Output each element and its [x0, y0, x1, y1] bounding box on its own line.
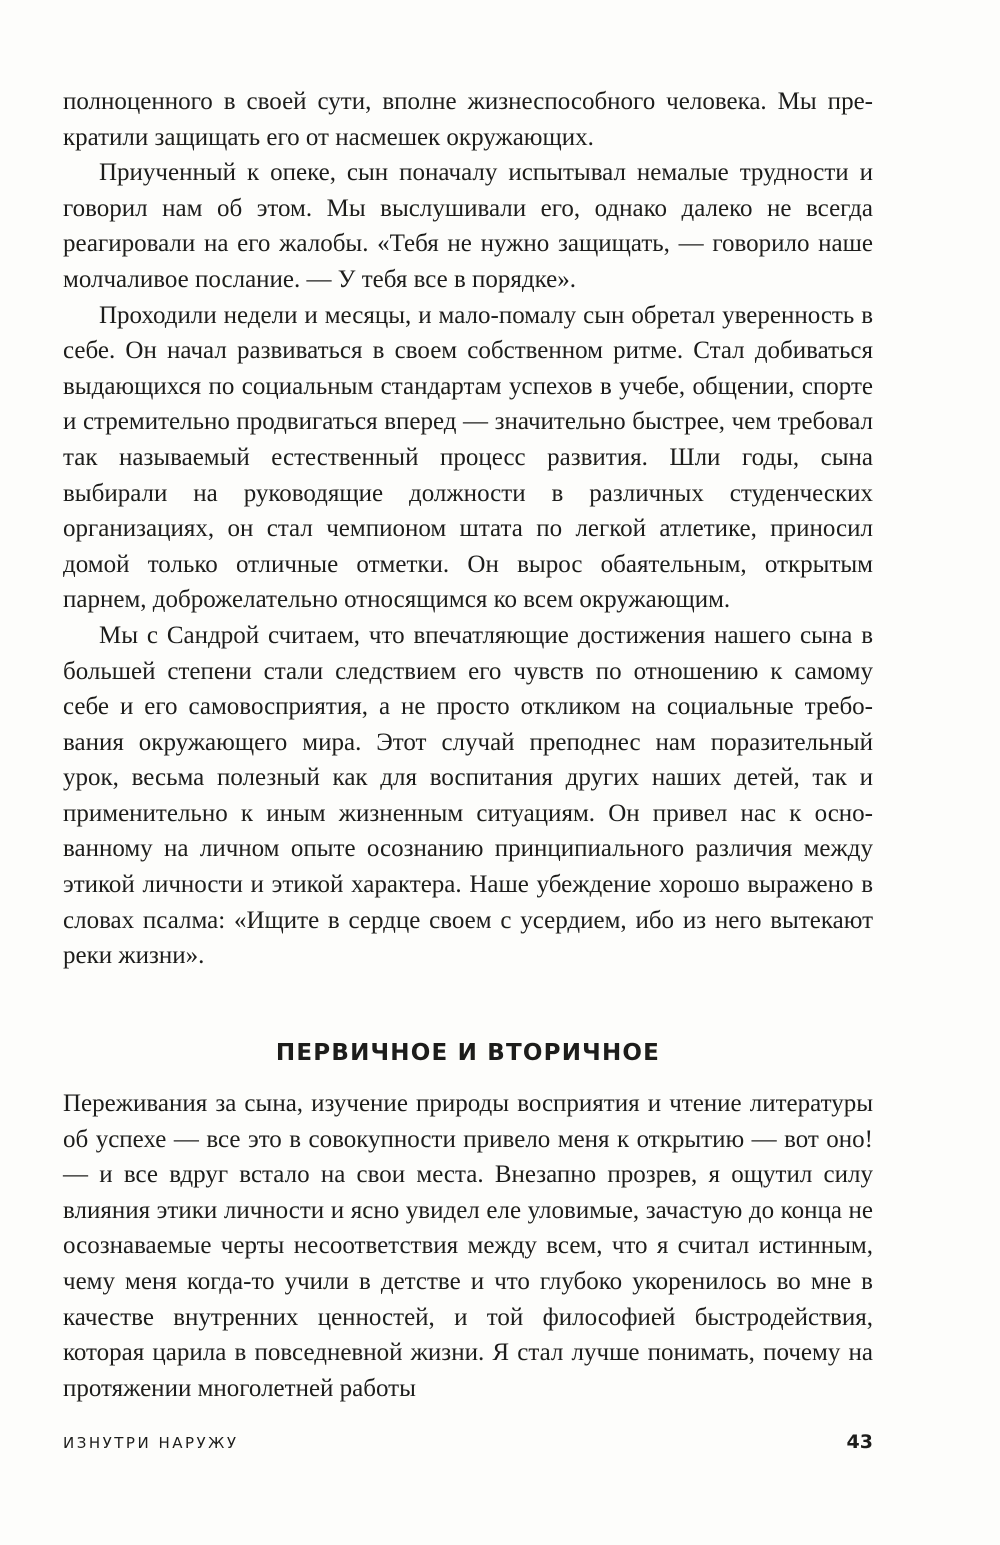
body-text-top: [63, 84, 873, 974]
paragraph: Мы с Сандрой считаем, что впечатляющие достижения нашего сына в большей степени стали следствием его чувств по отношению к самому себе и его самовосприятия, а не просто откликом на социальные требования окружающего мира. Этот случай преподнес нам поразительный урок, весьма полезный как для воспитания других наших детей, так и применительно к иным жизненным ситуациям. Он привел нас к основанному на личном опыте осознанию принципиального различия между этикой личности и этикой характера. Наше убеждение хорошо выражено в словах псалма: «Ищите в сердце своем с усердием, ибо из него вытекают реки жизни».: [63, 621, 873, 970]
running-footer-title: ИЗНУТРИ НАРУЖУ: [63, 1434, 239, 1452]
paragraph-continuation: полноценного в своей сути, вполне жизнеспособного человека. Мы прекратили защищать его от насмешек окружающих.: [63, 88, 873, 151]
body-text-bottom: [63, 1086, 873, 1406]
paragraph: Приученный к опеке, сын поначалу испытывал немалые трудности и говорил нам об этом. Мы выслушивали его, однако далеко не всегда реагировали на его жалобы. «Тебя не нужно защищать, — говорило наше молчаливое послание. — У тебя все в порядке».: [63, 159, 873, 293]
section-heading: ПЕРВИЧНОЕ И ВТОРИЧНОЕ: [275, 1040, 661, 1066]
paragraph: Проходили недели и месяцы, и мало-помалу сын обретал уверенность в себе. Он начал развиваться в своем собственном ритме. Стал добиваться выдающихся по социальным стандартам успехов в учебе, общении, спорте и стремительно продвигаться вперед — значительно быстрее, чем требовал так называемый естественный процесс развития. Шли годы, сына выбирали на руководящие должности в различных студенческих организациях, он стал чемпионом штата по легкой атлетике, приносил домой только отличные отметки. Он вырос обаятельным, открытым парнем, доброжелательно относящимся ко всем окружающим.: [63, 301, 873, 614]
page-number: 43: [846, 1431, 873, 1453]
paragraph: Переживания за сына, изучение природы восприятия и чтение литературы об успехе — все это в совокупности привело меня к открытию — вот оно! — и все вдруг встало на свои места. Внезапно прозрев, я ощутил силу влияния этики личности и ясно увидел еле уловимые, зачастую до конца не осознаваемые черты несоответствия между всем, что я считал истинным, чему меня когда-то учили в детстве и что глубоко укоренилось во мне в качестве внутренних ценностей, и той философией быстродействия, которая царила в повседневной жизни. Я стал лучше понимать, почему на протяжении многолетней работы: [63, 1090, 873, 1402]
